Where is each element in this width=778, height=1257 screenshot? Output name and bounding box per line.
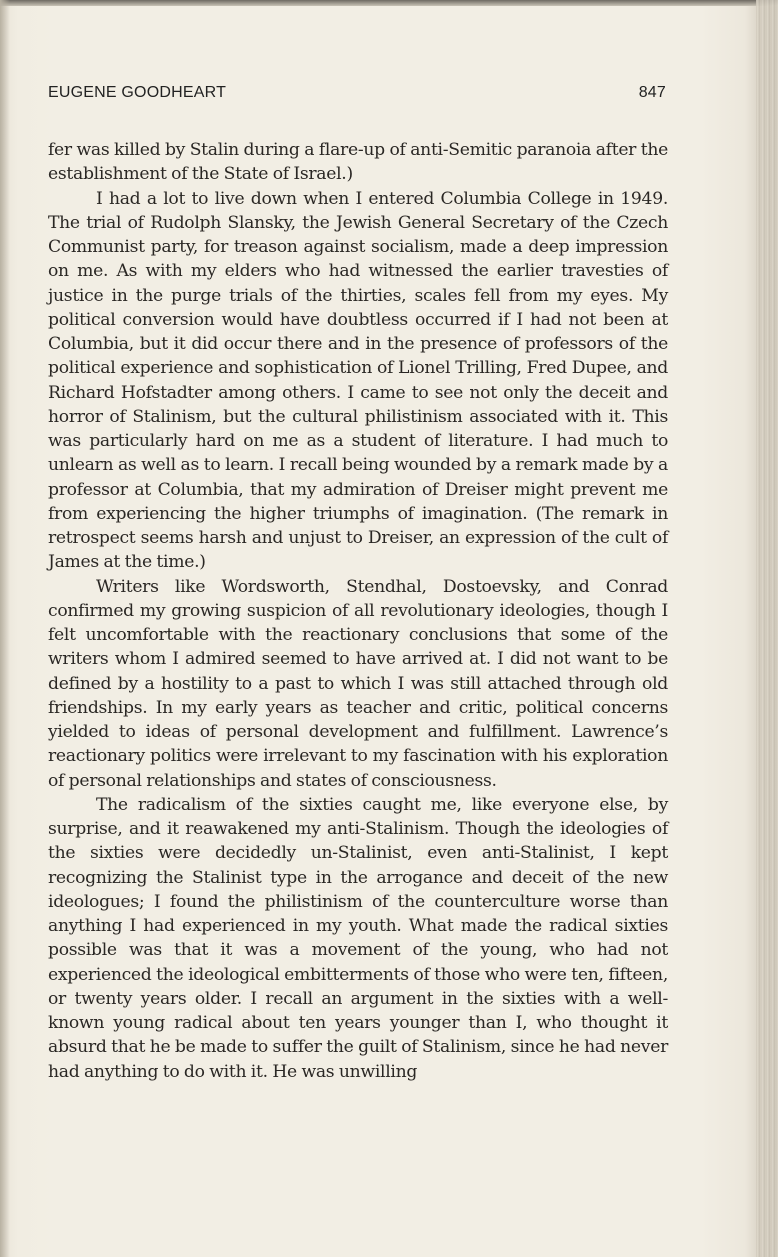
paragraph: The radicalism of the sixties caught me, like everyone else, by surprise, and it reawakened my anti-Stalinism. Though the ideologies of the sixties were decidedly un-Stalinist, even anti-Stalinist, I kept recognizing the Stalinist type in the arrogance and deceit of the new ideologues; I found the philistinism of the counterculture worse than anything I had experienced in my youth. What made the radical sixties possible was that it was a movement of the young, who had not experienced the ideological embitterments of those who were ten, fifteen, or twenty years older. I recall an argument in the sixties with a well-known young radical about ten years younger than I, who thought it absurd that he be made to suffer the guilt of Stalinism, since he had never had anything to do with it. He was unwilling [48,794,668,1082]
running-head-author: EUGENE GOODHEART [48,84,227,101]
paragraph: Writers like Wordsworth, Stendhal, Dostoevsky, and Conrad confirmed my growing suspicion of all revolutionary ideologies, though I felt uncomfortable with the reactionary conclusions that some of the writers whom I admired seemed to have arrived at. I did not want to be defined by a hostility to a past to which I was still attached through old friendships. In my early years as teacher and critic, political concerns yielded to ideas of personal development and fulfillment. Lawrence’s reactionary politics were irrelevant to my fascination with his exploration of personal relationships and states of consciousness. [48,576,668,791]
page-top-edge [0,0,778,6]
paragraph: I had a lot to live down when I entered Columbia College in 1949. The trial of Rudolph Slansky, the Jewish General Secretary of the Czech Communist party, for treason against socialism, made a deep impression on me. As with my elders who had witnessed the earlier travesties of justice in the purge trials of the thirties, scales fell from my eyes. My political conversion would have doubtless occurred if I had not been at Columbia, but it did occur there and in the presence of professors of the political experience and sophistication of Lionel Trilling, Fred Dupee, and Richard Hofstadter among others. I came to see not only the deceit and horror of Stalinism, but the cultural philistinism associated with it. This was particularly hard on me as a student of literature. I had much to unlearn as well as to learn. I recall being wounded by a remark made by a professor at Columbia, that my admiration of Dreiser might prevent me from experiencing the higher triumphs of imagination. (The remark in retrospect seems harsh and unjust to Dreiser, an expression of the cult of James at the time.) [48,188,668,573]
page-fore-edge [756,0,778,1257]
running-head [48,84,666,106]
page-number: 847 [638,84,666,101]
binding-shadow [0,0,10,1257]
paragraph-continued: fer was killed by Stalin during a flare-up of anti-Semitic paranoia after the establishment of the State of Israel.) [48,140,668,185]
body-text [48,138,668,1084]
